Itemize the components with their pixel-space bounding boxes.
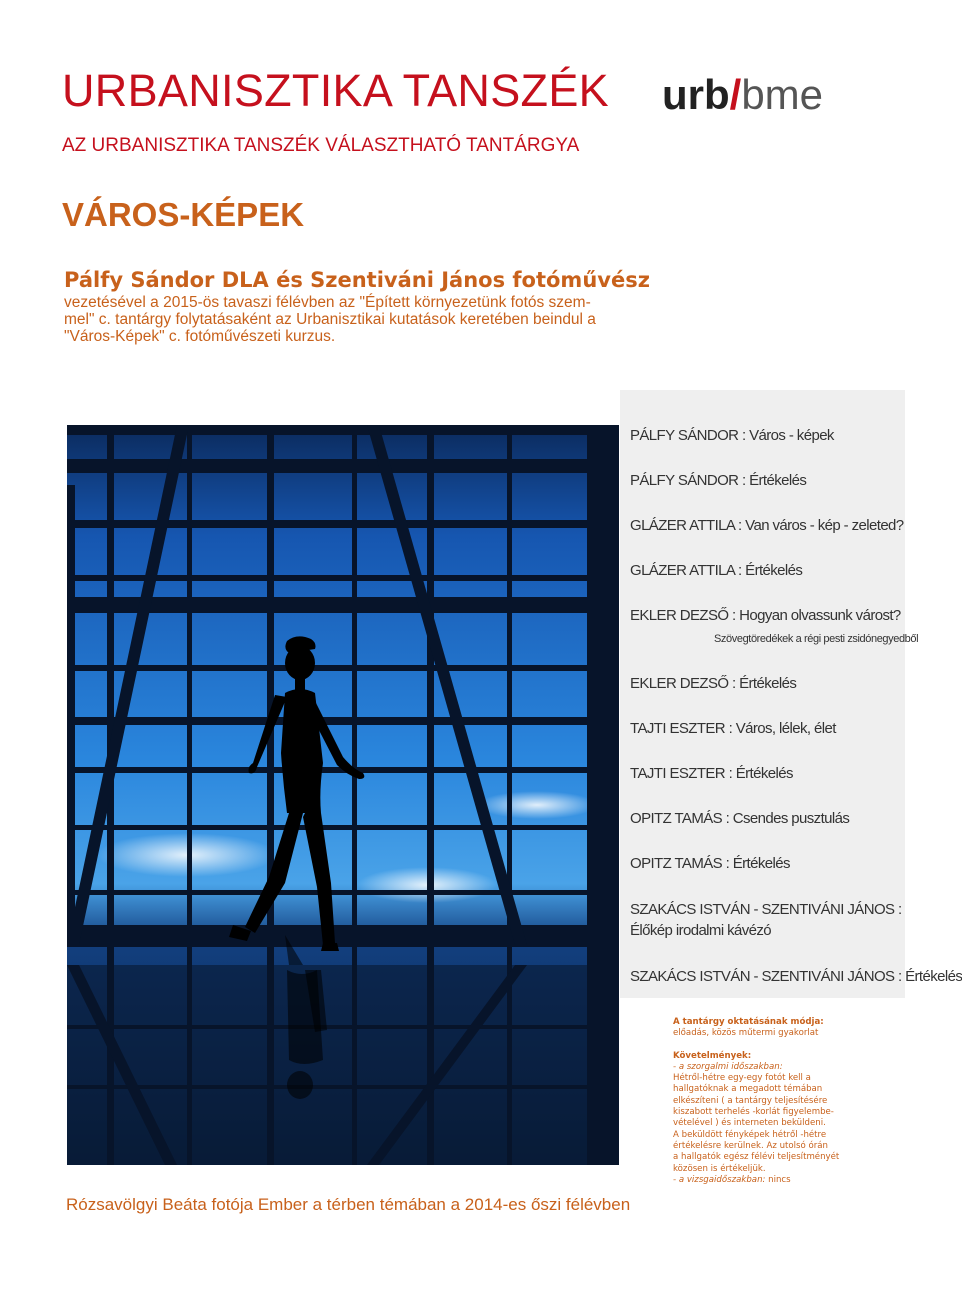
- feature-photo: [67, 425, 619, 1165]
- schedule-item: OPITZ TAMÁS : Értékelés: [630, 855, 790, 872]
- requirements-line: A beküldött fényképek hétről -hétre: [673, 1129, 827, 1140]
- photo-illustration: [67, 425, 619, 1165]
- photo-caption: Rózsavölgyi Beáta fotója Ember a térben témában a 2014-es őszi félévben: [66, 1195, 631, 1214]
- exam-value: nincs: [768, 1174, 791, 1185]
- requirements-line: vételével ) és interneten beküldeni.: [673, 1118, 826, 1129]
- schedule-item: PÁLFY SÁNDOR : Város - képek: [630, 427, 834, 444]
- schedule-item: Élőkép irodalmi kávézó: [630, 922, 772, 939]
- schedule-item: TAJTI ESZTER : Értékelés: [630, 765, 793, 782]
- requirements-line: elkészíteni ( a tantárgy teljesítésére: [673, 1095, 828, 1106]
- requirements-line: kiszabott terhelés -korlát figyelembe-: [673, 1107, 834, 1118]
- schedule-item: GLÁZER ATTILA : Értékelés: [630, 562, 803, 579]
- schedule-item: PÁLFY SÁNDOR : Értékelés: [630, 472, 807, 489]
- course-title: VÁROS-KÉPEK: [62, 196, 305, 233]
- requirements-line: Hétről-hétre egy-egy fotót kell a: [673, 1073, 811, 1084]
- schedule-item: TAJTI ESZTER : Város, lélek, élet: [630, 720, 836, 737]
- requirements-line: hallgatóknak a megadott témában: [673, 1084, 823, 1095]
- method-text: előadás, közös műtermi gyakorlat: [673, 1028, 819, 1039]
- course-intro: [64, 294, 624, 345]
- logo-slash: /: [729, 71, 742, 118]
- course-notes: [673, 1017, 848, 1186]
- intro-line: vezetésével a 2015-ös tavaszi félévben az "Épített környezetünk fotós szem-: [64, 294, 591, 311]
- logo-urb: urb: [662, 71, 730, 118]
- method-heading: A tantárgy oktatásának módja:: [673, 1017, 824, 1027]
- requirements-line: a hallgatók egész félévi teljesítményét: [673, 1152, 840, 1163]
- schedule-item: GLÁZER ATTILA : Van város - kép - zeleted?: [630, 517, 904, 534]
- requirements-line: értékelésre kerülnek. Az utolsó órán: [673, 1140, 829, 1151]
- exam-prefix: - a vizsgaidőszakban:: [673, 1174, 766, 1185]
- requirements-line: közösen is értékeljük.: [673, 1163, 766, 1174]
- schedule-item: OPITZ TAMÁS : Csendes pusztulás: [630, 810, 850, 827]
- schedule-item: EKLER DEZSŐ : Hogyan olvassunk várost?: [630, 607, 901, 624]
- schedule-item: SZAKÁCS ISTVÁN - SZENTIVÁNI JÁNOS :: [630, 901, 902, 918]
- page-title: URBANISZTIKA TANSZÉK: [62, 65, 609, 116]
- exam-line: [673, 1175, 848, 1186]
- page-subtitle: AZ URBANISZTIKA TANSZÉK VÁLASZTHATÓ TANTÁRGYA: [62, 135, 580, 156]
- intro-line: mel" c. tantárgy folytatásaként az Urbanisztikai kutatások keretében beindul a: [64, 311, 596, 328]
- requirements-heading: Követelmények:: [673, 1050, 752, 1061]
- schedule-subitem: Szövegtöredékek a régi pesti zsidónegyedből: [714, 633, 919, 645]
- intro-line: "Város-Képek" c. fotóművészeti kurzus.: [64, 328, 336, 345]
- schedule-item: EKLER DEZSŐ : Értékelés: [630, 675, 797, 692]
- schedule-item: SZAKÁCS ISTVÁN - SZENTIVÁNI JÁNOS : Értékelés: [630, 968, 962, 985]
- requirements-period: - a szorgalmi időszakban:: [673, 1061, 783, 1072]
- logo-bme: bme: [741, 71, 824, 118]
- course-lecturers: Pálfy Sándor DLA és Szentiváni János fotóművész: [64, 268, 650, 292]
- urb-bme-logo: [662, 71, 824, 118]
